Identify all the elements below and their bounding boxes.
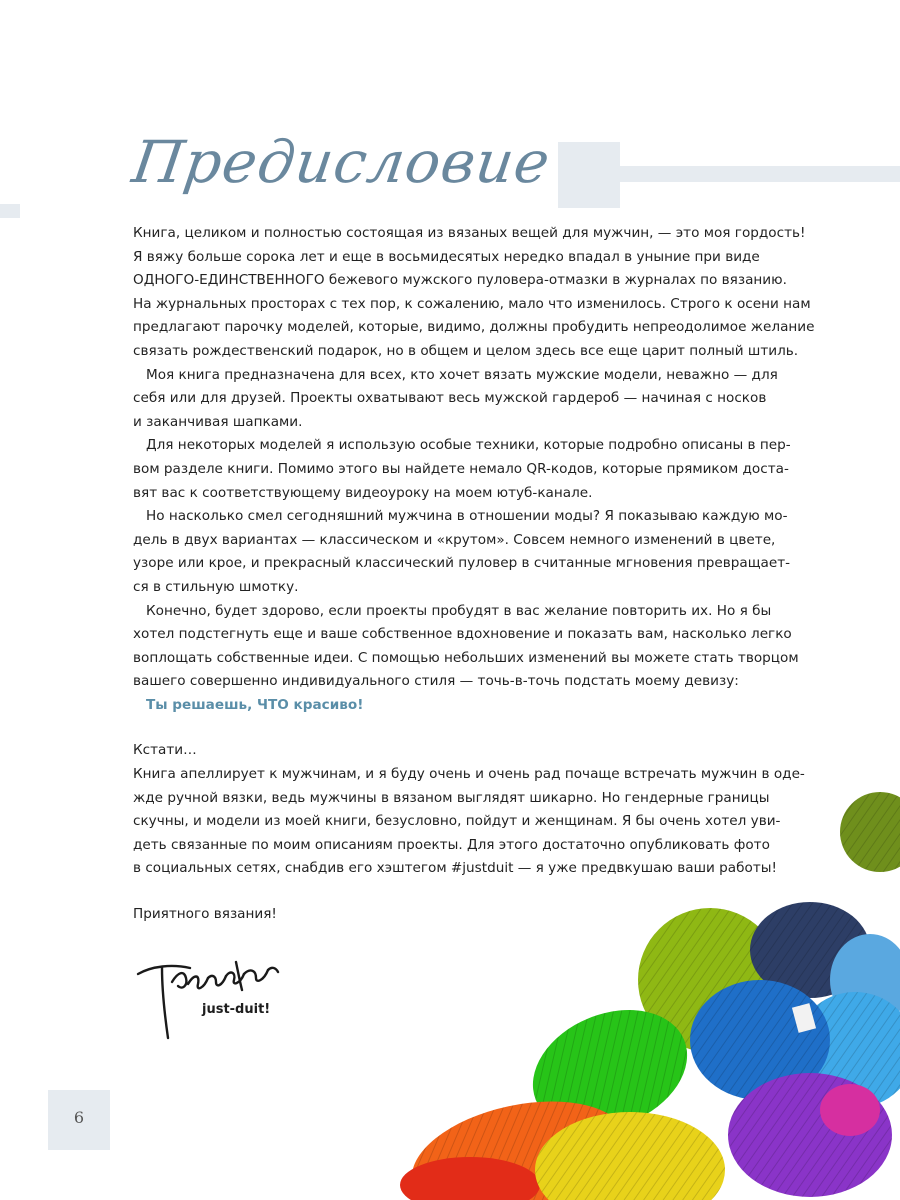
text-line: скучны, и модели из моей книги, безусловно, пойдут и женщинам. Я бы очень хотел уви- — [133, 813, 781, 830]
motto: Ты решаешь, ЧТО красиво! — [146, 696, 364, 713]
text-line: узоре или крое, и прекрасный классический пуловер в считанные мгновения превращает- — [133, 555, 791, 572]
text-line: и заканчивая шапками. — [133, 413, 303, 430]
text-line: Книга апеллирует к мужчинам, и я буду очень и очень рад почаще встречать мужчин в оде- — [133, 766, 805, 783]
text-line: в социальных сетях, снабдив его хэштегом #justduit — я уже предвкушаю ваши работы! — [133, 860, 777, 877]
text-line: ОДНОГО-ЕДИНСТВЕННОГО бежевого мужского пуловера-отмазки в журналах по вязанию. — [133, 272, 787, 289]
text-line: Для некоторых моделей я использую особые техники, которые подробно описаны в пер- — [146, 437, 791, 454]
text-line: Я вяжу больше сорока лет и еще в восьмидесятых нередко впадал в уныние при виде — [133, 248, 760, 265]
text-line: Но насколько смел сегодняшний мужчина в отношении моды? Я показываю каждую мо- — [146, 508, 788, 525]
text-line: вом разделе книги. Помимо этого вы найдете немало QR-кодов, которые прямиком доста- — [133, 460, 789, 477]
decorative-bar-left — [0, 204, 20, 218]
text-line: воплощать собственные идеи. С помощью небольших изменений вы можете стать творцом — [133, 649, 799, 666]
paragraph-4 — [133, 505, 793, 599]
paragraph-3 — [133, 434, 793, 505]
text-line: Конечно, будет здорово, если проекты пробудят в вас желание повторить их. Но я бы — [146, 602, 772, 619]
decorative-block-right — [558, 142, 620, 208]
yarn-balls-image — [400, 780, 900, 1200]
page-number: 6 — [73, 1108, 85, 1127]
text-line: На журнальных просторах с тех пор, к сожалению, мало что изменилось. Строго к осени нам — [133, 295, 811, 312]
paragraph-gap — [133, 717, 793, 739]
page-title: Предисловие — [128, 128, 555, 196]
paragraph-1 — [133, 222, 815, 364]
text-line: вашего совершенно индивидуального стиля — точь-в-точь подстать моему девизу: — [133, 673, 739, 690]
signature-image — [132, 952, 282, 1044]
text-line: Книга, целиком и полностью состоящая из вязаных вещей для мужчин, — это моя гордость! — [133, 225, 806, 241]
closing-line: Приятного вязания! — [133, 906, 277, 923]
aside-heading: Кстати… — [133, 742, 197, 759]
signature-tagline: just-duit! — [202, 1002, 271, 1017]
text-line: Моя книга предназначена для всех, кто хочет вязать мужские модели, неважно — для — [146, 366, 778, 383]
paragraph-2 — [133, 364, 793, 435]
text-line: связать рождественский подарок, но в общем и целом здесь все еще царит полный штиль. — [133, 342, 799, 359]
text-line: хотел подстегнуть еще и ваше собственное вдохновение и показать вам, насколько легко — [133, 626, 792, 643]
text-line: предлагают парочку моделей, которые, видимо, должны пробудить непреодолимое желание — [133, 319, 815, 336]
text-line: ся в стильную шмотку. — [133, 578, 299, 595]
text-line: жде ручной вязки, ведь мужчины в вязаном выглядят шикарно. Но гендерные границы — [133, 789, 770, 806]
text-line: дель в двух вариантах — классическом и «крутом». Совсем немного изменений в цвете, — [133, 531, 776, 548]
decorative-bar-right — [620, 166, 900, 182]
text-line: себя или для друзей. Проекты охватывают весь мужской гардероб — начиная с носков — [133, 390, 767, 407]
text-line: деть связанные по моим описаниям проекты. Для этого достаточно опубликовать фото — [133, 836, 770, 853]
paragraph-5 — [133, 600, 799, 694]
text-line: вят вас к соответствующему видеоуроку на моем ютуб-канале. — [133, 484, 593, 501]
